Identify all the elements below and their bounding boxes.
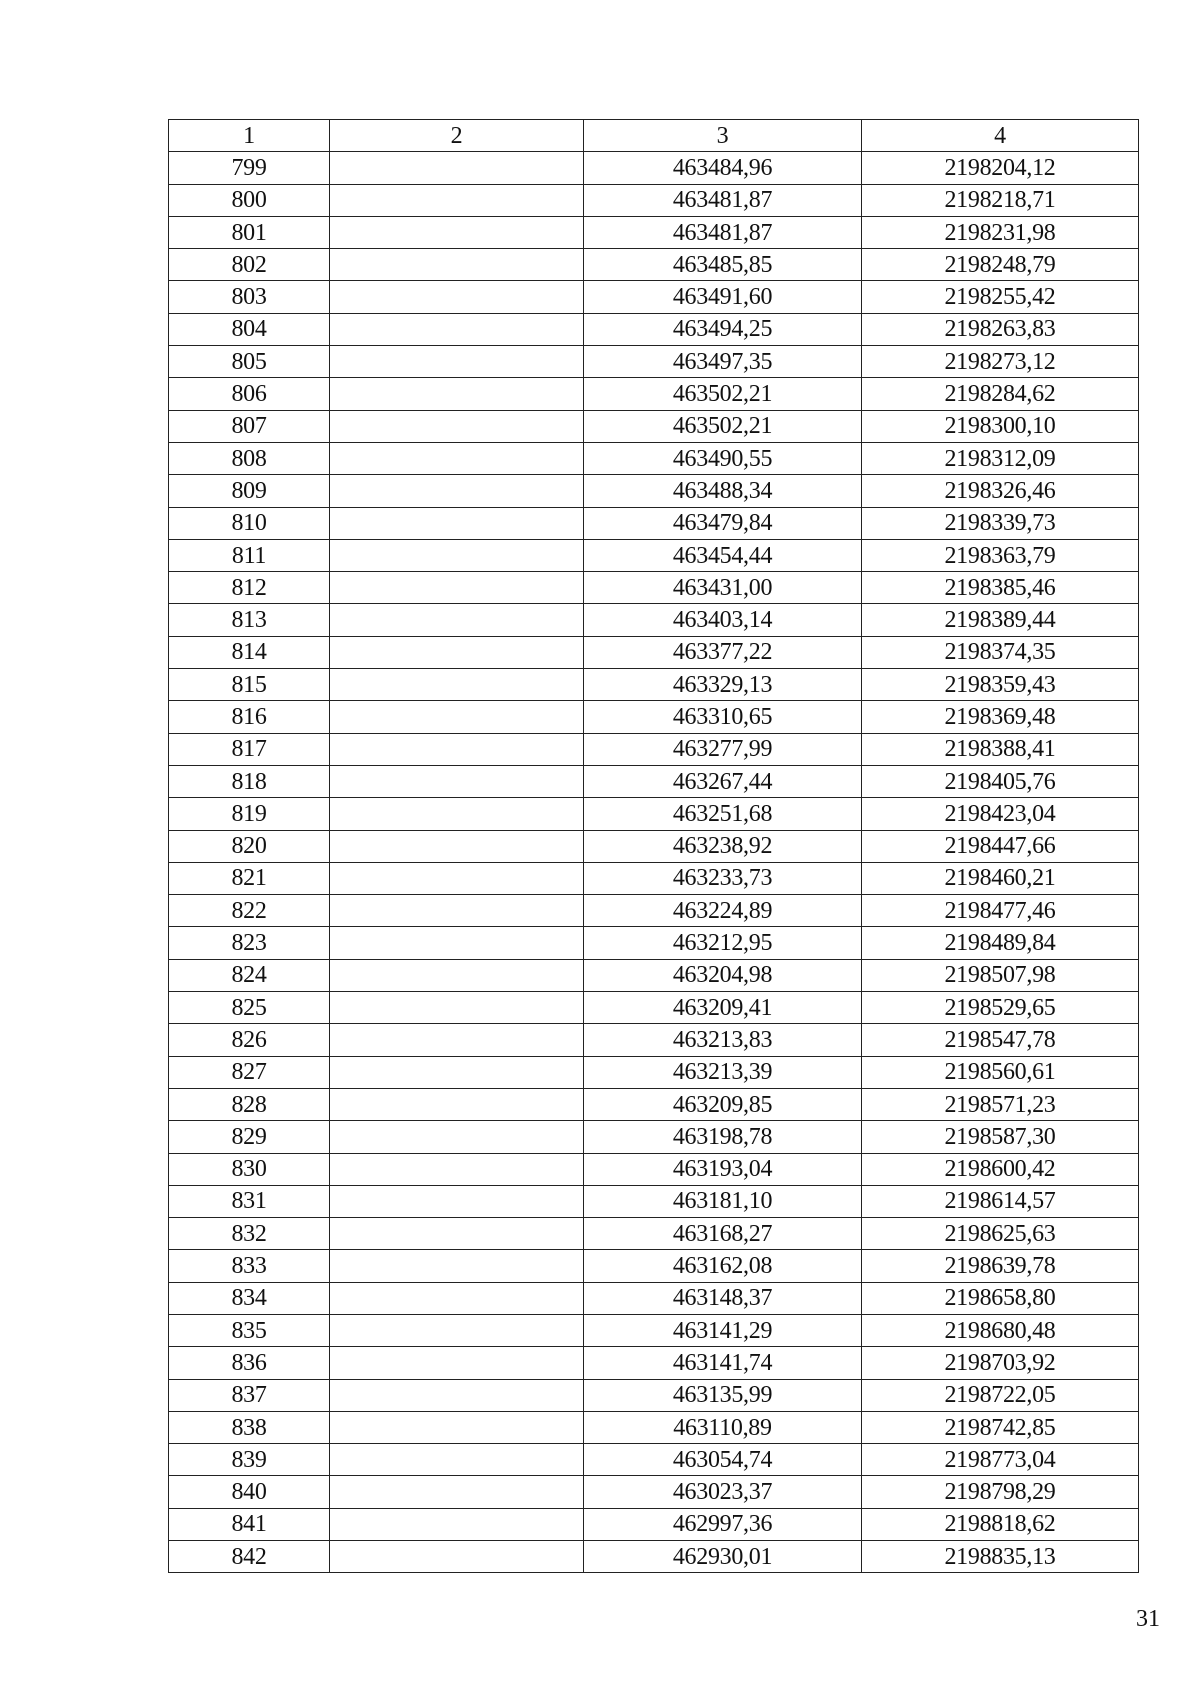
point-number-cell: 841 <box>169 1508 330 1540</box>
table-row <box>169 798 1139 830</box>
x-coordinate-cell: 463110,89 <box>584 1411 862 1443</box>
table-row <box>169 442 1139 474</box>
table-row <box>169 733 1139 765</box>
y-coordinate-cell: 2198507,98 <box>862 959 1139 991</box>
coordinates-table <box>168 119 1139 1573</box>
table-row <box>169 410 1139 442</box>
table-row <box>169 636 1139 668</box>
table-row <box>169 1088 1139 1120</box>
point-number-cell: 806 <box>169 378 330 410</box>
column-2-cell <box>330 1185 584 1217</box>
point-number-cell: 816 <box>169 701 330 733</box>
x-coordinate-cell: 463141,29 <box>584 1314 862 1346</box>
y-coordinate-cell: 2198742,85 <box>862 1411 1139 1443</box>
table-row <box>169 1024 1139 1056</box>
table-row <box>169 152 1139 184</box>
column-2-cell <box>330 313 584 345</box>
x-coordinate-cell: 463212,95 <box>584 927 862 959</box>
column-2-cell <box>330 281 584 313</box>
table-row <box>169 1282 1139 1314</box>
y-coordinate-cell: 2198587,30 <box>862 1121 1139 1153</box>
x-coordinate-cell: 463497,35 <box>584 346 862 378</box>
point-number-cell: 805 <box>169 346 330 378</box>
column-2-cell <box>330 410 584 442</box>
table-row <box>169 507 1139 539</box>
y-coordinate-cell: 2198489,84 <box>862 927 1139 959</box>
y-coordinate-cell: 2198614,57 <box>862 1185 1139 1217</box>
x-coordinate-cell: 463490,55 <box>584 442 862 474</box>
column-2-cell <box>330 862 584 894</box>
column-2-cell <box>330 1153 584 1185</box>
y-coordinate-cell: 2198255,42 <box>862 281 1139 313</box>
x-coordinate-cell: 463148,37 <box>584 1282 862 1314</box>
x-coordinate-cell: 463479,84 <box>584 507 862 539</box>
column-2-cell <box>330 992 584 1024</box>
y-coordinate-cell: 2198204,12 <box>862 152 1139 184</box>
x-coordinate-cell: 463484,96 <box>584 152 862 184</box>
point-number-cell: 803 <box>169 281 330 313</box>
table-header-row <box>169 120 1139 152</box>
y-coordinate-cell: 2198818,62 <box>862 1508 1139 1540</box>
x-coordinate-cell: 463224,89 <box>584 895 862 927</box>
table-row <box>169 1476 1139 1508</box>
column-2-cell <box>330 1411 584 1443</box>
x-coordinate-cell: 463454,44 <box>584 539 862 571</box>
column-2-cell <box>330 1282 584 1314</box>
column-2-cell <box>330 669 584 701</box>
x-coordinate-cell: 463141,74 <box>584 1347 862 1379</box>
y-coordinate-cell: 2198363,79 <box>862 539 1139 571</box>
y-coordinate-cell: 2198248,79 <box>862 249 1139 281</box>
table-row <box>169 830 1139 862</box>
point-number-cell: 813 <box>169 604 330 636</box>
table-row <box>169 281 1139 313</box>
y-coordinate-cell: 2198423,04 <box>862 798 1139 830</box>
point-number-cell: 811 <box>169 539 330 571</box>
point-number-cell: 839 <box>169 1444 330 1476</box>
y-coordinate-cell: 2198547,78 <box>862 1024 1139 1056</box>
x-coordinate-cell: 463193,04 <box>584 1153 862 1185</box>
column-2-cell <box>330 1121 584 1153</box>
table-row <box>169 1508 1139 1540</box>
table-row <box>169 959 1139 991</box>
x-coordinate-cell: 463233,73 <box>584 862 862 894</box>
x-coordinate-cell: 463329,13 <box>584 669 862 701</box>
column-header-3: 3 <box>584 120 862 152</box>
x-coordinate-cell: 463481,87 <box>584 216 862 248</box>
point-number-cell: 799 <box>169 152 330 184</box>
point-number-cell: 824 <box>169 959 330 991</box>
column-2-cell <box>330 1024 584 1056</box>
x-coordinate-cell: 463198,78 <box>584 1121 862 1153</box>
point-number-cell: 837 <box>169 1379 330 1411</box>
x-coordinate-cell: 462997,36 <box>584 1508 862 1540</box>
table-row <box>169 184 1139 216</box>
point-number-cell: 820 <box>169 830 330 862</box>
point-number-cell: 835 <box>169 1314 330 1346</box>
point-number-cell: 801 <box>169 216 330 248</box>
table-row <box>169 1056 1139 1088</box>
x-coordinate-cell: 463209,85 <box>584 1088 862 1120</box>
table-row <box>169 539 1139 571</box>
column-2-cell <box>330 830 584 862</box>
page-number: 31 <box>1136 1606 1160 1632</box>
y-coordinate-cell: 2198571,23 <box>862 1088 1139 1120</box>
x-coordinate-cell: 463054,74 <box>584 1444 862 1476</box>
point-number-cell: 814 <box>169 636 330 668</box>
point-number-cell: 834 <box>169 1282 330 1314</box>
point-number-cell: 828 <box>169 1088 330 1120</box>
point-number-cell: 809 <box>169 475 330 507</box>
table-row <box>169 313 1139 345</box>
x-coordinate-cell: 463204,98 <box>584 959 862 991</box>
table-body <box>169 152 1139 1573</box>
y-coordinate-cell: 2198405,76 <box>862 765 1139 797</box>
column-2-cell <box>330 927 584 959</box>
point-number-cell: 832 <box>169 1218 330 1250</box>
column-2-cell <box>330 572 584 604</box>
y-coordinate-cell: 2198529,65 <box>862 992 1139 1024</box>
x-coordinate-cell: 463485,85 <box>584 249 862 281</box>
column-2-cell <box>330 1314 584 1346</box>
column-2-cell <box>330 216 584 248</box>
table-row <box>169 1411 1139 1443</box>
x-coordinate-cell: 463403,14 <box>584 604 862 636</box>
column-2-cell <box>330 152 584 184</box>
table-row <box>169 862 1139 894</box>
point-number-cell: 823 <box>169 927 330 959</box>
table-row <box>169 701 1139 733</box>
x-coordinate-cell: 463181,10 <box>584 1185 862 1217</box>
table-row <box>169 1121 1139 1153</box>
x-coordinate-cell: 463238,92 <box>584 830 862 862</box>
y-coordinate-cell: 2198263,83 <box>862 313 1139 345</box>
x-coordinate-cell: 463502,21 <box>584 410 862 442</box>
y-coordinate-cell: 2198560,61 <box>862 1056 1139 1088</box>
x-coordinate-cell: 463481,87 <box>584 184 862 216</box>
point-number-cell: 810 <box>169 507 330 539</box>
y-coordinate-cell: 2198284,62 <box>862 378 1139 410</box>
table-row <box>169 765 1139 797</box>
table-row <box>169 992 1139 1024</box>
y-coordinate-cell: 2198722,05 <box>862 1379 1139 1411</box>
column-2-cell <box>330 1444 584 1476</box>
column-2-cell <box>330 604 584 636</box>
point-number-cell: 822 <box>169 895 330 927</box>
column-2-cell <box>330 1250 584 1282</box>
table-row <box>169 1541 1139 1573</box>
point-number-cell: 842 <box>169 1541 330 1573</box>
point-number-cell: 819 <box>169 798 330 830</box>
y-coordinate-cell: 2198625,63 <box>862 1218 1139 1250</box>
x-coordinate-cell: 463168,27 <box>584 1218 862 1250</box>
y-coordinate-cell: 2198273,12 <box>862 346 1139 378</box>
y-coordinate-cell: 2198798,29 <box>862 1476 1139 1508</box>
table-row <box>169 572 1139 604</box>
point-number-cell: 826 <box>169 1024 330 1056</box>
point-number-cell: 831 <box>169 1185 330 1217</box>
y-coordinate-cell: 2198339,73 <box>862 507 1139 539</box>
y-coordinate-cell: 2198460,21 <box>862 862 1139 894</box>
point-number-cell: 827 <box>169 1056 330 1088</box>
column-2-cell <box>330 1379 584 1411</box>
x-coordinate-cell: 463488,34 <box>584 475 862 507</box>
table-row <box>169 1444 1139 1476</box>
x-coordinate-cell: 463310,65 <box>584 701 862 733</box>
point-number-cell: 830 <box>169 1153 330 1185</box>
y-coordinate-cell: 2198477,46 <box>862 895 1139 927</box>
column-2-cell <box>330 1088 584 1120</box>
point-number-cell: 829 <box>169 1121 330 1153</box>
x-coordinate-cell: 463494,25 <box>584 313 862 345</box>
table-row <box>169 669 1139 701</box>
point-number-cell: 821 <box>169 862 330 894</box>
x-coordinate-cell: 463267,44 <box>584 765 862 797</box>
table-row <box>169 249 1139 281</box>
point-number-cell: 802 <box>169 249 330 281</box>
column-header-1: 1 <box>169 120 330 152</box>
y-coordinate-cell: 2198388,41 <box>862 733 1139 765</box>
y-coordinate-cell: 2198389,44 <box>862 604 1139 636</box>
table-row <box>169 1347 1139 1379</box>
column-2-cell <box>330 733 584 765</box>
y-coordinate-cell: 2198447,66 <box>862 830 1139 862</box>
column-2-cell <box>330 798 584 830</box>
x-coordinate-cell: 463377,22 <box>584 636 862 668</box>
column-2-cell <box>330 636 584 668</box>
point-number-cell: 812 <box>169 572 330 604</box>
table-row <box>169 378 1139 410</box>
table-row <box>169 1153 1139 1185</box>
x-coordinate-cell: 463251,68 <box>584 798 862 830</box>
table-row <box>169 1379 1139 1411</box>
column-2-cell <box>330 539 584 571</box>
column-2-cell <box>330 959 584 991</box>
x-coordinate-cell: 463431,00 <box>584 572 862 604</box>
x-coordinate-cell: 463023,37 <box>584 1476 862 1508</box>
x-coordinate-cell: 463213,83 <box>584 1024 862 1056</box>
y-coordinate-cell: 2198326,46 <box>862 475 1139 507</box>
table-row <box>169 475 1139 507</box>
point-number-cell: 840 <box>169 1476 330 1508</box>
y-coordinate-cell: 2198231,98 <box>862 216 1139 248</box>
column-2-cell <box>330 1347 584 1379</box>
y-coordinate-cell: 2198218,71 <box>862 184 1139 216</box>
point-number-cell: 808 <box>169 442 330 474</box>
point-number-cell: 825 <box>169 992 330 1024</box>
column-2-cell <box>330 475 584 507</box>
table-row <box>169 1185 1139 1217</box>
y-coordinate-cell: 2198600,42 <box>862 1153 1139 1185</box>
column-2-cell <box>330 507 584 539</box>
table-row <box>169 1218 1139 1250</box>
x-coordinate-cell: 462930,01 <box>584 1541 862 1573</box>
table-row <box>169 216 1139 248</box>
column-header-4: 4 <box>862 120 1139 152</box>
table-row <box>169 604 1139 636</box>
y-coordinate-cell: 2198639,78 <box>862 1250 1139 1282</box>
point-number-cell: 836 <box>169 1347 330 1379</box>
column-2-cell <box>330 1541 584 1573</box>
point-number-cell: 804 <box>169 313 330 345</box>
point-number-cell: 815 <box>169 669 330 701</box>
table-row <box>169 895 1139 927</box>
column-header-2: 2 <box>330 120 584 152</box>
y-coordinate-cell: 2198835,13 <box>862 1541 1139 1573</box>
point-number-cell: 817 <box>169 733 330 765</box>
y-coordinate-cell: 2198385,46 <box>862 572 1139 604</box>
column-2-cell <box>330 346 584 378</box>
point-number-cell: 833 <box>169 1250 330 1282</box>
table-row <box>169 1250 1139 1282</box>
point-number-cell: 818 <box>169 765 330 797</box>
y-coordinate-cell: 2198369,48 <box>862 701 1139 733</box>
column-2-cell <box>330 1508 584 1540</box>
point-number-cell: 800 <box>169 184 330 216</box>
y-coordinate-cell: 2198773,04 <box>862 1444 1139 1476</box>
y-coordinate-cell: 2198300,10 <box>862 410 1139 442</box>
column-2-cell <box>330 701 584 733</box>
column-2-cell <box>330 442 584 474</box>
point-number-cell: 838 <box>169 1411 330 1443</box>
x-coordinate-cell: 463135,99 <box>584 1379 862 1411</box>
column-2-cell <box>330 184 584 216</box>
point-number-cell: 807 <box>169 410 330 442</box>
column-2-cell <box>330 378 584 410</box>
table-row <box>169 1314 1139 1346</box>
y-coordinate-cell: 2198680,48 <box>862 1314 1139 1346</box>
column-2-cell <box>330 765 584 797</box>
column-2-cell <box>330 1218 584 1250</box>
x-coordinate-cell: 463491,60 <box>584 281 862 313</box>
column-2-cell <box>330 249 584 281</box>
x-coordinate-cell: 463209,41 <box>584 992 862 1024</box>
y-coordinate-cell: 2198374,35 <box>862 636 1139 668</box>
y-coordinate-cell: 2198359,43 <box>862 669 1139 701</box>
y-coordinate-cell: 2198312,09 <box>862 442 1139 474</box>
x-coordinate-cell: 463162,08 <box>584 1250 862 1282</box>
y-coordinate-cell: 2198658,80 <box>862 1282 1139 1314</box>
column-2-cell <box>330 895 584 927</box>
column-2-cell <box>330 1056 584 1088</box>
table-row <box>169 927 1139 959</box>
x-coordinate-cell: 463277,99 <box>584 733 862 765</box>
y-coordinate-cell: 2198703,92 <box>862 1347 1139 1379</box>
x-coordinate-cell: 463502,21 <box>584 378 862 410</box>
table-row <box>169 346 1139 378</box>
x-coordinate-cell: 463213,39 <box>584 1056 862 1088</box>
column-2-cell <box>330 1476 584 1508</box>
